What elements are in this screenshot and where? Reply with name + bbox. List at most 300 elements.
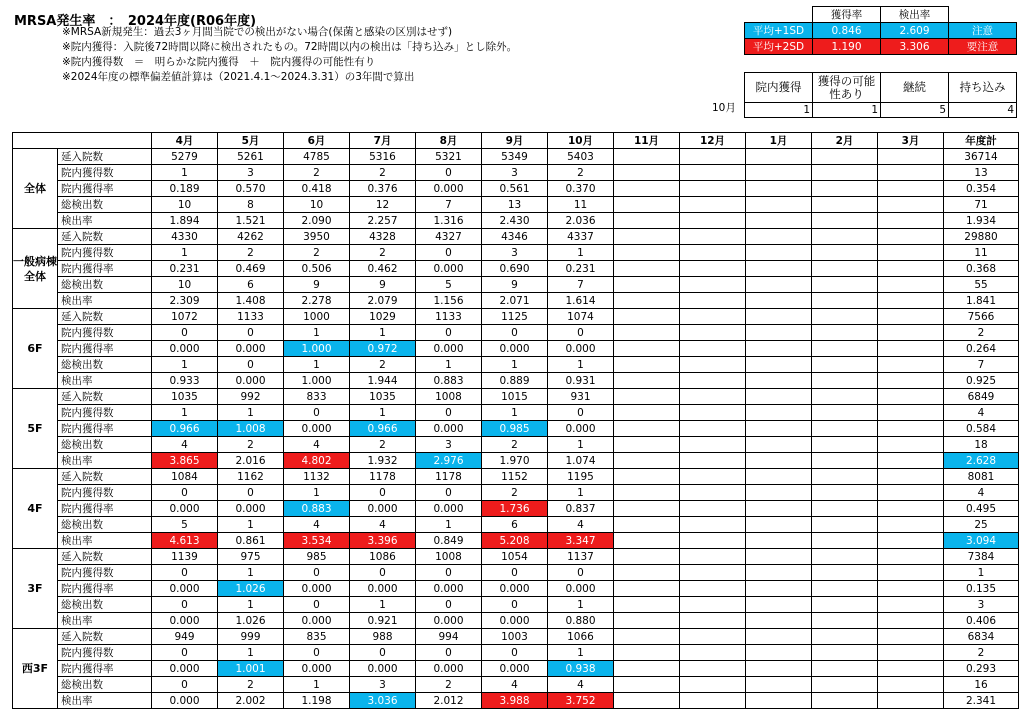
value-cell: 0.570 bbox=[218, 181, 284, 197]
value-cell: 0.000 bbox=[284, 661, 350, 677]
value-cell: 2 bbox=[218, 245, 284, 261]
value-cell bbox=[812, 453, 878, 469]
value-cell: 1 bbox=[284, 485, 350, 501]
total-cell: 3.094 bbox=[944, 533, 1019, 549]
value-cell bbox=[746, 485, 812, 501]
value-cell: 0.370 bbox=[548, 181, 614, 197]
value-cell: 0.418 bbox=[284, 181, 350, 197]
value-cell: 2.036 bbox=[548, 213, 614, 229]
value-cell: 3.347 bbox=[548, 533, 614, 549]
value-cell bbox=[614, 693, 680, 709]
value-cell: 0.561 bbox=[482, 181, 548, 197]
total-cell: 0.135 bbox=[944, 581, 1019, 597]
value-cell bbox=[878, 549, 944, 565]
value-cell bbox=[812, 373, 878, 389]
metric-label: 院内獲得率 bbox=[58, 341, 152, 357]
value-cell: 2 bbox=[482, 485, 548, 501]
value-cell bbox=[614, 677, 680, 693]
value-cell: 1 bbox=[350, 405, 416, 421]
total-cell: 71 bbox=[944, 197, 1019, 213]
value-cell: 0 bbox=[350, 565, 416, 581]
value-cell bbox=[812, 613, 878, 629]
value-cell bbox=[614, 645, 680, 661]
table-row bbox=[13, 341, 1019, 357]
value-cell: 4 bbox=[284, 437, 350, 453]
total-cell: 2.341 bbox=[944, 693, 1019, 709]
value-cell: 0.462 bbox=[350, 261, 416, 277]
value-cell: 1 bbox=[548, 357, 614, 373]
value-cell: 10 bbox=[152, 197, 218, 213]
value-cell: 1008 bbox=[416, 389, 482, 405]
value-cell bbox=[680, 197, 746, 213]
table-row bbox=[13, 437, 1019, 453]
metric-label: 院内獲得数 bbox=[58, 565, 152, 581]
value-cell bbox=[878, 533, 944, 549]
value-cell: 1 bbox=[284, 677, 350, 693]
month-header: 12月 bbox=[680, 133, 746, 149]
value-cell bbox=[614, 597, 680, 613]
value-cell: 1072 bbox=[152, 309, 218, 325]
value-cell bbox=[680, 645, 746, 661]
value-cell: 1 bbox=[416, 517, 482, 533]
value-cell: 7 bbox=[416, 197, 482, 213]
value-cell bbox=[614, 213, 680, 229]
group-label: 3F bbox=[13, 549, 58, 629]
value-cell bbox=[614, 197, 680, 213]
table-row bbox=[13, 325, 1019, 341]
value-cell: 5 bbox=[152, 517, 218, 533]
value-cell: 4.613 bbox=[152, 533, 218, 549]
value-cell bbox=[746, 469, 812, 485]
value-cell bbox=[746, 613, 812, 629]
value-cell: 5349 bbox=[482, 149, 548, 165]
value-cell bbox=[878, 693, 944, 709]
value-cell: 1 bbox=[284, 357, 350, 373]
value-cell: 4337 bbox=[548, 229, 614, 245]
value-cell: 0.000 bbox=[152, 501, 218, 517]
value-cell bbox=[680, 325, 746, 341]
value-cell bbox=[878, 565, 944, 581]
value-cell: 0.000 bbox=[482, 661, 548, 677]
value-cell: 5279 bbox=[152, 149, 218, 165]
group-label: 全体 bbox=[13, 149, 58, 229]
value-cell bbox=[878, 501, 944, 517]
value-cell: 4 bbox=[152, 437, 218, 453]
table-row bbox=[13, 405, 1019, 421]
status-month-label: 10月 bbox=[712, 102, 736, 114]
value-cell: 0 bbox=[350, 645, 416, 661]
value-cell: 12 bbox=[350, 197, 416, 213]
value-cell: 2.309 bbox=[152, 293, 218, 309]
table-row bbox=[13, 501, 1019, 517]
table-row bbox=[13, 293, 1019, 309]
value-cell: 2 bbox=[482, 437, 548, 453]
table-row bbox=[13, 661, 1019, 677]
value-cell: 0.000 bbox=[416, 661, 482, 677]
value-cell bbox=[746, 293, 812, 309]
value-cell: 4 bbox=[548, 677, 614, 693]
total-cell: 4 bbox=[944, 485, 1019, 501]
value-cell: 1 bbox=[152, 165, 218, 181]
value-cell bbox=[878, 597, 944, 613]
table-row bbox=[13, 565, 1019, 581]
value-cell bbox=[680, 341, 746, 357]
value-cell bbox=[614, 629, 680, 645]
value-cell: 3.036 bbox=[350, 693, 416, 709]
month-header: 8月 bbox=[416, 133, 482, 149]
table-row bbox=[13, 261, 1019, 277]
total-cell: 4 bbox=[944, 405, 1019, 421]
value-cell: 835 bbox=[284, 629, 350, 645]
value-cell bbox=[878, 677, 944, 693]
month-header: 2月 bbox=[812, 133, 878, 149]
value-cell: 1084 bbox=[152, 469, 218, 485]
value-cell bbox=[746, 405, 812, 421]
value-cell: 833 bbox=[284, 389, 350, 405]
total-cell: 6834 bbox=[944, 629, 1019, 645]
value-cell bbox=[746, 453, 812, 469]
value-cell: 1 bbox=[218, 405, 284, 421]
value-cell bbox=[812, 469, 878, 485]
mrsa-rate-table bbox=[12, 132, 1019, 709]
value-cell bbox=[680, 693, 746, 709]
value-cell: 0.000 bbox=[284, 581, 350, 597]
value-cell: 1054 bbox=[482, 549, 548, 565]
table-row bbox=[13, 693, 1019, 709]
value-cell bbox=[614, 437, 680, 453]
value-cell: 3.865 bbox=[152, 453, 218, 469]
value-cell: 0.880 bbox=[548, 613, 614, 629]
note-line: ※院内獲得：入院後72時間以降に検出されたもの。72時間以内の検出は「持ち込み」とし除外。 bbox=[62, 41, 518, 53]
value-cell: 1008 bbox=[416, 549, 482, 565]
total-cell: 18 bbox=[944, 437, 1019, 453]
value-cell: 2 bbox=[350, 245, 416, 261]
group-label: 6F bbox=[13, 309, 58, 389]
value-cell: 6 bbox=[218, 277, 284, 293]
value-cell: 0.938 bbox=[548, 661, 614, 677]
metric-label: 検出率 bbox=[58, 693, 152, 709]
value-cell: 0.376 bbox=[350, 181, 416, 197]
table-row bbox=[13, 213, 1019, 229]
value-cell bbox=[812, 261, 878, 277]
metric-label: 延入院数 bbox=[58, 549, 152, 565]
value-cell: 0.000 bbox=[416, 581, 482, 597]
value-cell: 1035 bbox=[152, 389, 218, 405]
legend-header-acq: 獲得率 bbox=[813, 7, 881, 23]
value-cell bbox=[746, 437, 812, 453]
value-cell bbox=[746, 197, 812, 213]
value-cell bbox=[614, 149, 680, 165]
status-header: 院内獲得 bbox=[745, 73, 813, 103]
value-cell bbox=[812, 245, 878, 261]
value-cell bbox=[680, 245, 746, 261]
status-value: 1 bbox=[813, 103, 881, 118]
value-cell bbox=[746, 517, 812, 533]
value-cell bbox=[746, 373, 812, 389]
value-cell: 1133 bbox=[416, 309, 482, 325]
value-cell: 1.001 bbox=[218, 661, 284, 677]
value-cell bbox=[878, 277, 944, 293]
value-cell: 0 bbox=[152, 325, 218, 341]
value-cell: 4346 bbox=[482, 229, 548, 245]
month-header: 4月 bbox=[152, 133, 218, 149]
value-cell: 3 bbox=[350, 677, 416, 693]
metric-label: 総検出数 bbox=[58, 197, 152, 213]
value-cell: 0.883 bbox=[416, 373, 482, 389]
table-row bbox=[13, 677, 1019, 693]
value-cell: 0 bbox=[152, 645, 218, 661]
value-cell bbox=[680, 309, 746, 325]
value-cell bbox=[812, 213, 878, 229]
value-cell: 0.000 bbox=[416, 613, 482, 629]
value-cell: 1 bbox=[548, 597, 614, 613]
value-cell: 0.849 bbox=[416, 533, 482, 549]
value-cell: 1.316 bbox=[416, 213, 482, 229]
legend-label: 平均+1SD bbox=[745, 23, 813, 39]
value-cell: 5321 bbox=[416, 149, 482, 165]
value-cell: 3 bbox=[482, 165, 548, 181]
value-cell: 0 bbox=[350, 485, 416, 501]
value-cell: 999 bbox=[218, 629, 284, 645]
value-cell bbox=[746, 677, 812, 693]
value-cell: 2 bbox=[416, 677, 482, 693]
value-cell: 2 bbox=[284, 245, 350, 261]
metric-label: 院内獲得数 bbox=[58, 645, 152, 661]
status-value: 4 bbox=[949, 103, 1017, 118]
value-cell bbox=[680, 629, 746, 645]
status-value: 1 bbox=[745, 103, 813, 118]
metric-label: 検出率 bbox=[58, 213, 152, 229]
total-cell: 2 bbox=[944, 645, 1019, 661]
value-cell bbox=[680, 373, 746, 389]
value-cell bbox=[878, 373, 944, 389]
value-cell bbox=[746, 645, 812, 661]
value-cell: 0 bbox=[284, 597, 350, 613]
total-cell: 0.584 bbox=[944, 421, 1019, 437]
value-cell: 3.534 bbox=[284, 533, 350, 549]
value-cell bbox=[614, 165, 680, 181]
value-cell: 1 bbox=[548, 485, 614, 501]
value-cell bbox=[680, 613, 746, 629]
value-cell: 0 bbox=[482, 597, 548, 613]
value-cell: 1066 bbox=[548, 629, 614, 645]
value-cell bbox=[614, 549, 680, 565]
value-cell: 0 bbox=[284, 645, 350, 661]
value-cell: 2 bbox=[350, 357, 416, 373]
value-cell bbox=[746, 261, 812, 277]
value-cell bbox=[878, 453, 944, 469]
value-cell bbox=[812, 149, 878, 165]
value-cell bbox=[878, 485, 944, 501]
total-cell: 2.628 bbox=[944, 453, 1019, 469]
metric-label: 検出率 bbox=[58, 373, 152, 389]
value-cell: 0.933 bbox=[152, 373, 218, 389]
metric-label: 院内獲得数 bbox=[58, 325, 152, 341]
value-cell: 1.736 bbox=[482, 501, 548, 517]
value-cell bbox=[812, 693, 878, 709]
value-cell bbox=[746, 629, 812, 645]
value-cell bbox=[614, 405, 680, 421]
value-cell bbox=[812, 357, 878, 373]
value-cell bbox=[878, 421, 944, 437]
value-cell: 0.000 bbox=[416, 341, 482, 357]
value-cell: 2.071 bbox=[482, 293, 548, 309]
value-cell bbox=[614, 661, 680, 677]
value-cell: 1.970 bbox=[482, 453, 548, 469]
value-cell: 0.000 bbox=[548, 421, 614, 437]
value-cell: 1 bbox=[218, 645, 284, 661]
value-cell bbox=[812, 549, 878, 565]
value-cell: 1.614 bbox=[548, 293, 614, 309]
value-cell: 2.976 bbox=[416, 453, 482, 469]
value-cell: 1.408 bbox=[218, 293, 284, 309]
metric-label: 総検出数 bbox=[58, 277, 152, 293]
total-cell: 0.264 bbox=[944, 341, 1019, 357]
legend-det-value: 2.609 bbox=[881, 23, 949, 39]
value-cell bbox=[746, 277, 812, 293]
value-cell: 0 bbox=[284, 405, 350, 421]
value-cell: 0 bbox=[482, 645, 548, 661]
value-cell: 0.000 bbox=[416, 421, 482, 437]
value-cell: 4785 bbox=[284, 149, 350, 165]
value-cell bbox=[812, 293, 878, 309]
metric-label: 検出率 bbox=[58, 613, 152, 629]
table-row bbox=[13, 581, 1019, 597]
value-cell: 0.000 bbox=[152, 613, 218, 629]
value-cell bbox=[878, 389, 944, 405]
legend-status: 注意 bbox=[949, 23, 1017, 39]
value-cell: 8 bbox=[218, 197, 284, 213]
total-cell: 36714 bbox=[944, 149, 1019, 165]
value-cell: 9 bbox=[284, 277, 350, 293]
value-cell: 0.000 bbox=[482, 613, 548, 629]
value-cell bbox=[680, 597, 746, 613]
value-cell: 2 bbox=[350, 165, 416, 181]
value-cell bbox=[746, 565, 812, 581]
metric-label: 院内獲得数 bbox=[58, 485, 152, 501]
value-cell bbox=[680, 677, 746, 693]
value-cell: 1 bbox=[218, 597, 284, 613]
value-cell bbox=[812, 677, 878, 693]
value-cell bbox=[878, 661, 944, 677]
legend-corner bbox=[949, 7, 1017, 23]
value-cell: 1.894 bbox=[152, 213, 218, 229]
value-cell: 0.000 bbox=[416, 261, 482, 277]
value-cell: 0.000 bbox=[548, 341, 614, 357]
value-cell bbox=[812, 229, 878, 245]
value-cell: 1 bbox=[548, 645, 614, 661]
value-cell bbox=[614, 357, 680, 373]
threshold-legend bbox=[744, 6, 1017, 55]
value-cell: 0 bbox=[482, 325, 548, 341]
value-cell bbox=[680, 517, 746, 533]
total-cell: 7384 bbox=[944, 549, 1019, 565]
value-cell bbox=[746, 693, 812, 709]
value-cell: 5316 bbox=[350, 149, 416, 165]
table-row bbox=[13, 229, 1019, 245]
value-cell bbox=[680, 485, 746, 501]
value-cell: 0.000 bbox=[218, 341, 284, 357]
value-cell bbox=[746, 165, 812, 181]
value-cell: 1 bbox=[482, 405, 548, 421]
legend-header-det: 検出率 bbox=[881, 7, 949, 23]
value-cell bbox=[680, 181, 746, 197]
metric-label: 延入院数 bbox=[58, 629, 152, 645]
value-cell: 1 bbox=[152, 357, 218, 373]
value-cell bbox=[680, 469, 746, 485]
value-cell bbox=[614, 277, 680, 293]
value-cell bbox=[812, 597, 878, 613]
value-cell: 0 bbox=[218, 485, 284, 501]
value-cell: 1.198 bbox=[284, 693, 350, 709]
value-cell: 0.931 bbox=[548, 373, 614, 389]
value-cell: 0.000 bbox=[482, 581, 548, 597]
value-cell: 0.506 bbox=[284, 261, 350, 277]
value-cell bbox=[812, 517, 878, 533]
legend-label: 平均+2SD bbox=[745, 39, 813, 55]
status-value: 5 bbox=[881, 103, 949, 118]
metric-label: 院内獲得率 bbox=[58, 581, 152, 597]
value-cell: 4.802 bbox=[284, 453, 350, 469]
value-cell: 0.189 bbox=[152, 181, 218, 197]
value-cell: 1 bbox=[152, 245, 218, 261]
value-cell: 6 bbox=[482, 517, 548, 533]
value-cell: 3 bbox=[482, 245, 548, 261]
value-cell bbox=[746, 149, 812, 165]
value-cell bbox=[812, 341, 878, 357]
value-cell: 0 bbox=[548, 325, 614, 341]
value-cell: 2 bbox=[350, 437, 416, 453]
group-label: 5F bbox=[13, 389, 58, 469]
value-cell bbox=[614, 261, 680, 277]
value-cell: 931 bbox=[548, 389, 614, 405]
total-cell: 7 bbox=[944, 357, 1019, 373]
value-cell bbox=[680, 661, 746, 677]
value-cell bbox=[812, 501, 878, 517]
value-cell bbox=[812, 421, 878, 437]
table-row bbox=[13, 645, 1019, 661]
value-cell: 1133 bbox=[218, 309, 284, 325]
value-cell: 2 bbox=[218, 437, 284, 453]
value-cell bbox=[878, 341, 944, 357]
value-cell: 1086 bbox=[350, 549, 416, 565]
value-cell: 4328 bbox=[350, 229, 416, 245]
value-cell: 1 bbox=[482, 357, 548, 373]
value-cell bbox=[812, 581, 878, 597]
value-cell: 0 bbox=[218, 325, 284, 341]
value-cell bbox=[746, 341, 812, 357]
total-cell: 25 bbox=[944, 517, 1019, 533]
value-cell: 1.156 bbox=[416, 293, 482, 309]
value-cell bbox=[746, 501, 812, 517]
total-header: 年度計 bbox=[944, 133, 1019, 149]
value-cell bbox=[878, 309, 944, 325]
value-cell: 0.000 bbox=[218, 501, 284, 517]
value-cell: 2.002 bbox=[218, 693, 284, 709]
value-cell: 0.000 bbox=[350, 581, 416, 597]
value-cell bbox=[746, 533, 812, 549]
value-cell: 1000 bbox=[284, 309, 350, 325]
value-cell: 0.000 bbox=[152, 661, 218, 677]
value-cell: 1132 bbox=[284, 469, 350, 485]
metric-label: 検出率 bbox=[58, 293, 152, 309]
value-cell: 0 bbox=[482, 565, 548, 581]
value-cell bbox=[680, 565, 746, 581]
value-cell: 1.026 bbox=[218, 581, 284, 597]
value-cell bbox=[680, 293, 746, 309]
month-header: 7月 bbox=[350, 133, 416, 149]
value-cell: 0.861 bbox=[218, 533, 284, 549]
